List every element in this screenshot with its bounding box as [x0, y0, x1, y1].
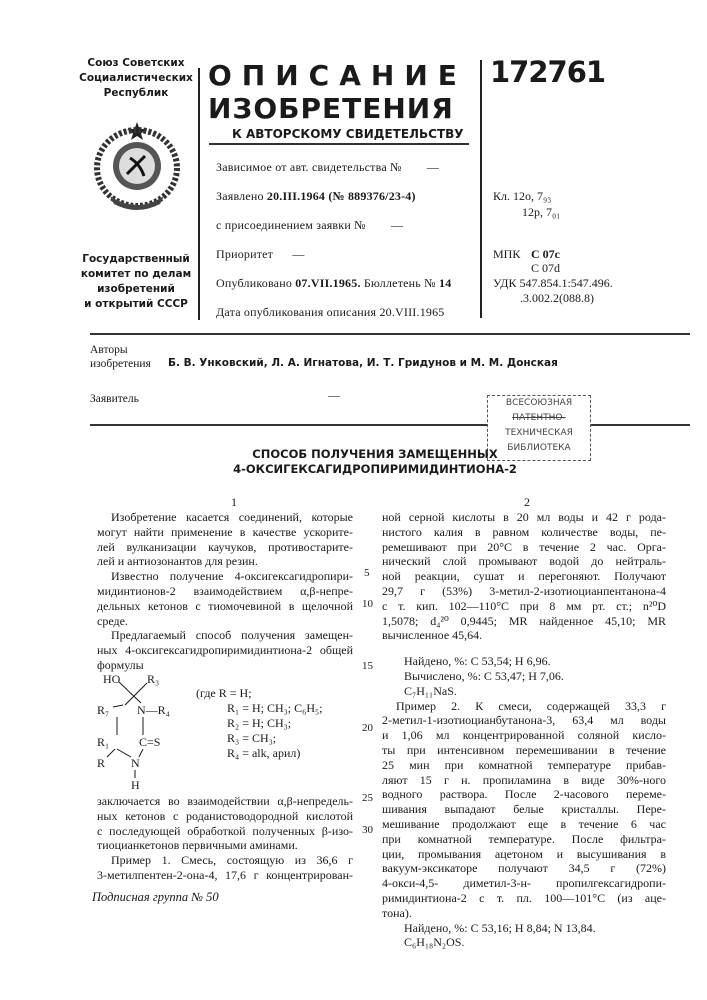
atom-n-r4: N—R₄ — [137, 703, 170, 717]
atom-r1: R₁ — [97, 735, 109, 749]
text-line: водного раствора. После 2-часового переме- — [382, 787, 666, 802]
mpk-label: МПК — [493, 247, 520, 262]
left-column-intro — [97, 510, 353, 673]
line-number: 25 — [362, 792, 373, 804]
label-line: Авторы — [90, 343, 151, 357]
invention-title — [180, 447, 570, 477]
divider — [90, 333, 690, 335]
published-field — [216, 276, 451, 291]
text-line: Пример 2. К смеси, содержащей 33,3 г — [382, 699, 666, 714]
text-line: вычисленное 45,64. — [382, 628, 666, 643]
text-line: с последующей обработкой полученных β-изо- — [97, 824, 353, 839]
line-number: 10 — [362, 598, 373, 610]
text-line: 3-метилпентен-2-она-4, 17,6 г концентрирован- — [97, 868, 353, 883]
stamp-line: ВСЕСОЮЗНАЯ — [488, 396, 590, 411]
bonds — [107, 682, 147, 778]
text-line: тиоцианкетонов первичными аминами. — [97, 838, 353, 853]
field-label: Приоритет — [216, 247, 273, 261]
dependent-field — [216, 160, 439, 175]
text-line: ных 4-оксигексагидропиримидинтиона-2 общей — [97, 643, 353, 658]
right-column — [382, 510, 666, 950]
legend-line: R₁ = H; CH₃; C₆H₅; — [196, 701, 323, 716]
text-line: мешивание продолжают еще в течение 6 час — [382, 817, 666, 832]
text-line: Найдено, %: С 53,54; Н 6,96. — [382, 654, 666, 669]
atom-r7: R₇ — [97, 703, 109, 717]
text-line: тона). — [382, 906, 666, 921]
text-line: C₆H₁₈N₂OS. — [382, 935, 666, 950]
formula-legend — [196, 686, 323, 761]
left-column-continued — [97, 794, 353, 883]
text-line: формулы — [97, 658, 353, 673]
field-value: — — [427, 160, 439, 174]
udk-1: УДК 547.854.1:547.496. — [493, 276, 613, 291]
text-line: 25 мин при комнатной температуре прибав- — [382, 758, 666, 773]
text-line: ции, промывания ацетоном и высушивания в — [382, 847, 666, 862]
stamp-line: ТЕХНИЧЕСКАЯ — [488, 426, 590, 441]
org-line: изобретений — [76, 282, 196, 297]
atom-ho: HO — [103, 672, 121, 686]
text-line: шивания выпадают белые кристаллы. Пере- — [382, 802, 666, 817]
structural-formula — [95, 670, 190, 792]
joined-field — [216, 218, 403, 233]
line-number: 30 — [362, 824, 373, 836]
class-kl-2: 12р, 7₀₁ — [522, 205, 560, 220]
applicant-value: — — [328, 388, 340, 403]
stamp-line: ПАТЕНТНО- — [488, 411, 590, 426]
org-line: Союз Советских — [76, 56, 196, 71]
patent-number: 172761 — [490, 55, 605, 89]
subscription-group: Подписная группа № 50 — [92, 890, 219, 905]
field-value: 20.VIII.1965 — [379, 305, 444, 319]
legend-line: R₃ = CH₃; — [196, 731, 323, 746]
field-label: Заявлено — [216, 189, 264, 203]
legend-line: R₄ = alk, арил) — [196, 746, 323, 761]
authors-names: Б. В. Унковский, Л. А. Игнатова, И. Т. Гридунов и М. М. Донская — [168, 357, 558, 369]
class-kl: Кл. 12о, 7₉₃ — [493, 189, 551, 204]
field-value: 07.VII.1965. — [295, 276, 360, 290]
mpk-2: С 07d — [531, 261, 560, 276]
atom-h: H — [131, 778, 140, 792]
divider — [90, 424, 690, 426]
text-line: Найдено, %: С 53,16; Н 8,84; N 13,84. — [382, 921, 666, 936]
text-line: 2-метил-1-изотиоцианбутанона-3, 63,4 мл воды — [382, 713, 666, 728]
text-line: могут найти применение в качестве ускорите- — [97, 525, 353, 540]
desc-date-field — [216, 305, 445, 320]
text-line: Изобретение касается соединений, которые — [97, 510, 353, 525]
text-line: Известно получение 4-оксигексагидропири- — [97, 569, 353, 584]
udk-2: .3.002.2(088.8) — [520, 291, 594, 306]
title-line: СПОСОБ ПОЛУЧЕНИЯ ЗАМЕЩЕННЫХ — [180, 447, 570, 462]
priority-field — [216, 247, 305, 262]
authors-label — [90, 343, 151, 371]
text-line: заключается во взаимодействии α,β-непредель- — [97, 794, 353, 809]
atom-cs: C=S — [139, 735, 160, 749]
label-line: изобретения — [90, 357, 151, 371]
divider — [198, 68, 200, 320]
text-line: мидинтионов-2 взаимодействием α,β-непре- — [97, 584, 353, 599]
text-line: среде. — [97, 614, 353, 629]
line-number: 20 — [362, 722, 373, 734]
text-line: ремешивают при 20°С в течение 2 час. Орга- — [382, 540, 666, 555]
atom-r: R — [97, 756, 105, 770]
text-line: C₇H₁₁NaS. — [382, 684, 666, 699]
field-value: — — [391, 218, 403, 232]
org-line: и открытий СССР — [76, 297, 196, 312]
text-line: ной серной кислоты в 20 мл воды и 42 г рода- — [382, 510, 666, 525]
text-line: ляют 15 г н. пропиламина в виде 30%-ного — [382, 773, 666, 788]
divider — [480, 60, 482, 318]
org-line: Республик — [76, 86, 196, 101]
column-number: 2 — [524, 495, 530, 510]
text-line: римидинтиона-2 с т. пл. 100—101°С (из аце- — [382, 891, 666, 906]
text-line: Пример 1. Смесь, состоящую из 36,6 г — [97, 853, 353, 868]
text-line: и 1,06 мл концентрированной соляной кисло- — [382, 728, 666, 743]
field-value: — — [292, 247, 304, 261]
org-line: Государственный — [76, 252, 196, 267]
text-line: Предлагаемый способ получения замещен- — [97, 628, 353, 643]
text-line: нический слой промывают водой до нейтраль- — [382, 554, 666, 569]
text-line: 29,7 г (53%) 3-метил-2-изотиоцианпентанона-4 — [382, 584, 666, 599]
text-line: при комнатной температуре. После фильтра- — [382, 832, 666, 847]
mpk-1: С 07с — [531, 247, 560, 262]
legend-line: R₂ = H; CH₃; — [196, 716, 323, 731]
applicant-label: Заявитель — [90, 393, 139, 405]
stamp-line: БИБЛИОТЕКА — [488, 441, 590, 456]
legend-line: (где R = H; — [196, 686, 323, 701]
filed-field — [216, 189, 416, 204]
text-line: с т. кип. 102—110°С при 8 мм рт. ст.; n²⁰D — [382, 599, 666, 614]
field-label: с присоединением заявки № — [216, 218, 366, 232]
text-line: лей вулканизации каучуков, противостарите- — [97, 540, 353, 555]
text-line: 1,5078; d₄²⁰ 0,9445; MR найденное 45,10; MR — [382, 614, 666, 629]
org-line: комитет по делам — [76, 267, 196, 282]
committee-org — [76, 252, 196, 312]
text-line: вакуум-эксикаторе получают 34,5 г (72%) — [382, 861, 666, 876]
ussr-emblem-icon — [92, 118, 182, 216]
column-number: 1 — [231, 495, 237, 510]
title-line: 4-ОКСИГЕКСАГИДРОПИРИМИДИНТИОНА-2 — [180, 462, 570, 477]
text-line: ты при интенсивном перемешивании в течение — [382, 743, 666, 758]
org-line: Социалистических — [76, 71, 196, 86]
text-line: нистого калия в равном количестве воды, пе- — [382, 525, 666, 540]
field-label: Дата опубликования описания — [216, 305, 376, 319]
text-line: дельных кетонов с тиомочевиной в щелочной — [97, 599, 353, 614]
field-label: Зависимое от авт. свидетельства № — [216, 160, 402, 174]
field-value: 20.III.1964 (№ 889376/23-4) — [267, 189, 416, 203]
text-line: ной реакции, сушат и перегоняют. Получают — [382, 569, 666, 584]
doc-title-line1: ОПИСАНИЕ — [208, 60, 467, 92]
atom-n: N — [131, 756, 140, 770]
line-number: 15 — [362, 660, 373, 672]
text-line: ных кетонов с роданистоводородной кислотой — [97, 809, 353, 824]
field-value: 14 — [439, 276, 451, 290]
doc-subtitle: К АВТОРСКОМУ СВИДЕТЕЛЬСТВУ — [232, 127, 464, 141]
atom-r3: R₃ — [147, 672, 159, 686]
field-label: Опубликовано — [216, 276, 292, 290]
text-line: Вычислено, %: С 53,47; Н 7,06. — [382, 669, 666, 684]
issuer-org — [76, 56, 196, 101]
line-number: 5 — [364, 567, 370, 579]
field-label: Бюллетень № — [364, 276, 436, 290]
text-line: 4-окси-4,5- диметил-3-н- пропилгексагидропи- — [382, 876, 666, 891]
doc-title-line2: ИЗОБРЕТЕНИЯ — [208, 94, 454, 124]
divider — [209, 143, 469, 145]
text-line: лей и антиозонантов для резин. — [97, 554, 353, 569]
